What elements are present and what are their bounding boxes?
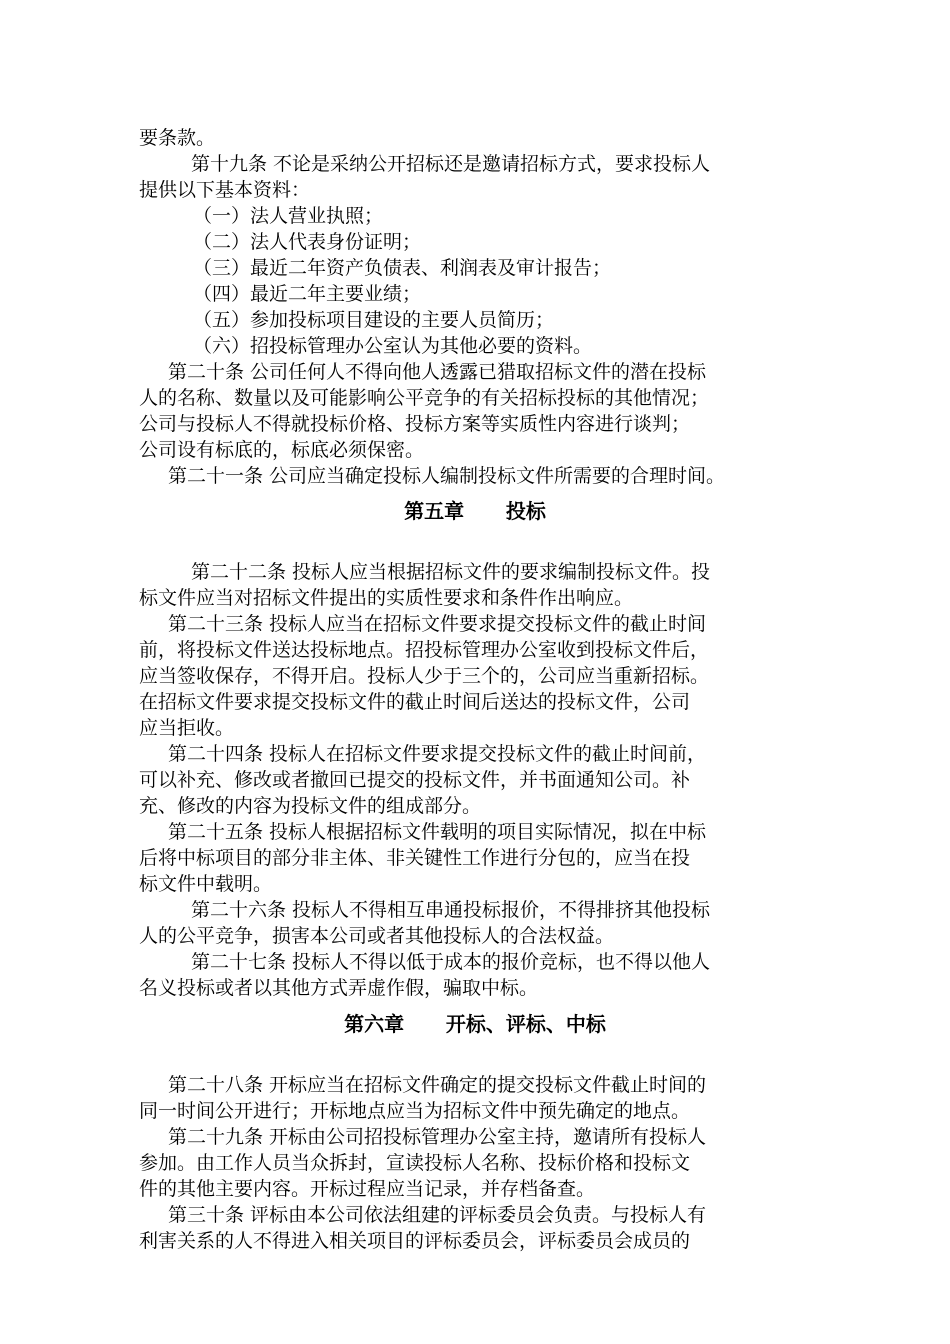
list-item: （四）最近二年主要业绩； (193, 283, 422, 305)
article-26: 第二十六条 投标人不得相互串通投标报价，不得排挤其他投标 (191, 899, 711, 921)
chapter-heading: 第六章 开标、评标、中标 (344, 1012, 606, 1036)
article-23: 第二十三条 投标人应当在招标文件要求提交投标文件的截止时间 (168, 613, 707, 635)
list-item: （二）法人代表身份证明； (193, 231, 422, 253)
chapter-heading: 第五章 投标 (404, 499, 546, 523)
text-line: 名义投标或者以其他方式弄虚作假，骗取中标。 (139, 977, 539, 999)
text-line: 公司设有标底的，标底必须保密。 (139, 439, 425, 461)
article-30: 第三十条 评标由本公司依法组建的评标委员会负责。与投标人有 (168, 1204, 707, 1226)
article-20: 第二十条 公司任何人不得向他人透露已猎取招标文件的潜在投标 (168, 361, 707, 383)
text-line: 要条款。 (139, 127, 216, 149)
text-line: 人的公平竞争，损害本公司或者其他投标人的合法权益。 (139, 925, 615, 947)
list-item: （六）招投标管理办公室认为其他必要的资料。 (193, 335, 593, 357)
text-line: 利害关系的人不得进入相关项目的评标委员会，评标委员会成员的 (139, 1230, 691, 1252)
text-line: 参加。由工作人员当众拆封，宣读投标人名称、投标价格和投标文 (139, 1152, 691, 1174)
article-29: 第二十九条 开标由公司招投标管理办公室主持，邀请所有投标人 (168, 1126, 707, 1148)
text-line: 应当签收保存，不得开启。投标人少于三个的，公司应当重新招标。 (139, 665, 710, 687)
article-24: 第二十四条 投标人在招标文件要求提交投标文件的截止时间前， (168, 743, 707, 765)
text-line: 标文件应当对招标文件提出的实质性要求和条件作出响应。 (139, 587, 634, 609)
text-line: 前，将投标文件送达投标地点。招投标管理办公室收到投标文件后， (139, 639, 710, 661)
article-19: 第十九条 不论是采纳公开招标还是邀请招标方式，要求投标人 (191, 153, 711, 175)
text-line: 人的名称、数量以及可能影响公平竞争的有关招标投标的其他情况； (139, 387, 710, 409)
article-28: 第二十八条 开标应当在招标文件确定的提交投标文件截止时间的 (168, 1074, 707, 1096)
text-line: 充、修改的内容为投标文件的组成部分。 (139, 795, 482, 817)
text-line: 在招标文件要求提交投标文件的截止时间后送达的投标文件，公司 (139, 691, 691, 713)
text-line: 同一时间公开进行；开标地点应当为招标文件中预先确定的地点。 (139, 1100, 691, 1122)
text-line: 公司与投标人不得就投标价格、投标方案等实质性内容进行谈判； (139, 413, 691, 435)
list-item: （三）最近二年资产负债表、利润表及审计报告； (193, 257, 612, 279)
text-line: 提供以下基本资料： (139, 179, 311, 201)
text-line: 应当拒收。 (139, 717, 235, 739)
text-line: 可以补充、修改或者撤回已提交的投标文件，并书面通知公司。补 (139, 769, 691, 791)
article-27: 第二十七条 投标人不得以低于成本的报价竞标，也不得以他人 (191, 951, 711, 973)
list-item: （五）参加投标项目建设的主要人员简历； (193, 309, 555, 331)
article-21: 第二十一条 公司应当确定投标人编制投标文件所需要的合理时间。 (168, 465, 726, 487)
article-25: 第二十五条 投标人根据招标文件载明的项目实际情况，拟在中标 (168, 821, 707, 843)
text-line: 后将中标项目的部分非主体、非关键性工作进行分包的，应当在投 (139, 847, 691, 869)
article-22: 第二十二条 投标人应当根据招标文件的要求编制投标文件。投 (191, 561, 711, 583)
list-item: （一）法人营业执照； (193, 205, 384, 227)
text-line: 标文件中载明。 (139, 873, 273, 895)
text-line: 件的其他主要内容。开标过程应当记录，并存档备查。 (139, 1178, 596, 1200)
